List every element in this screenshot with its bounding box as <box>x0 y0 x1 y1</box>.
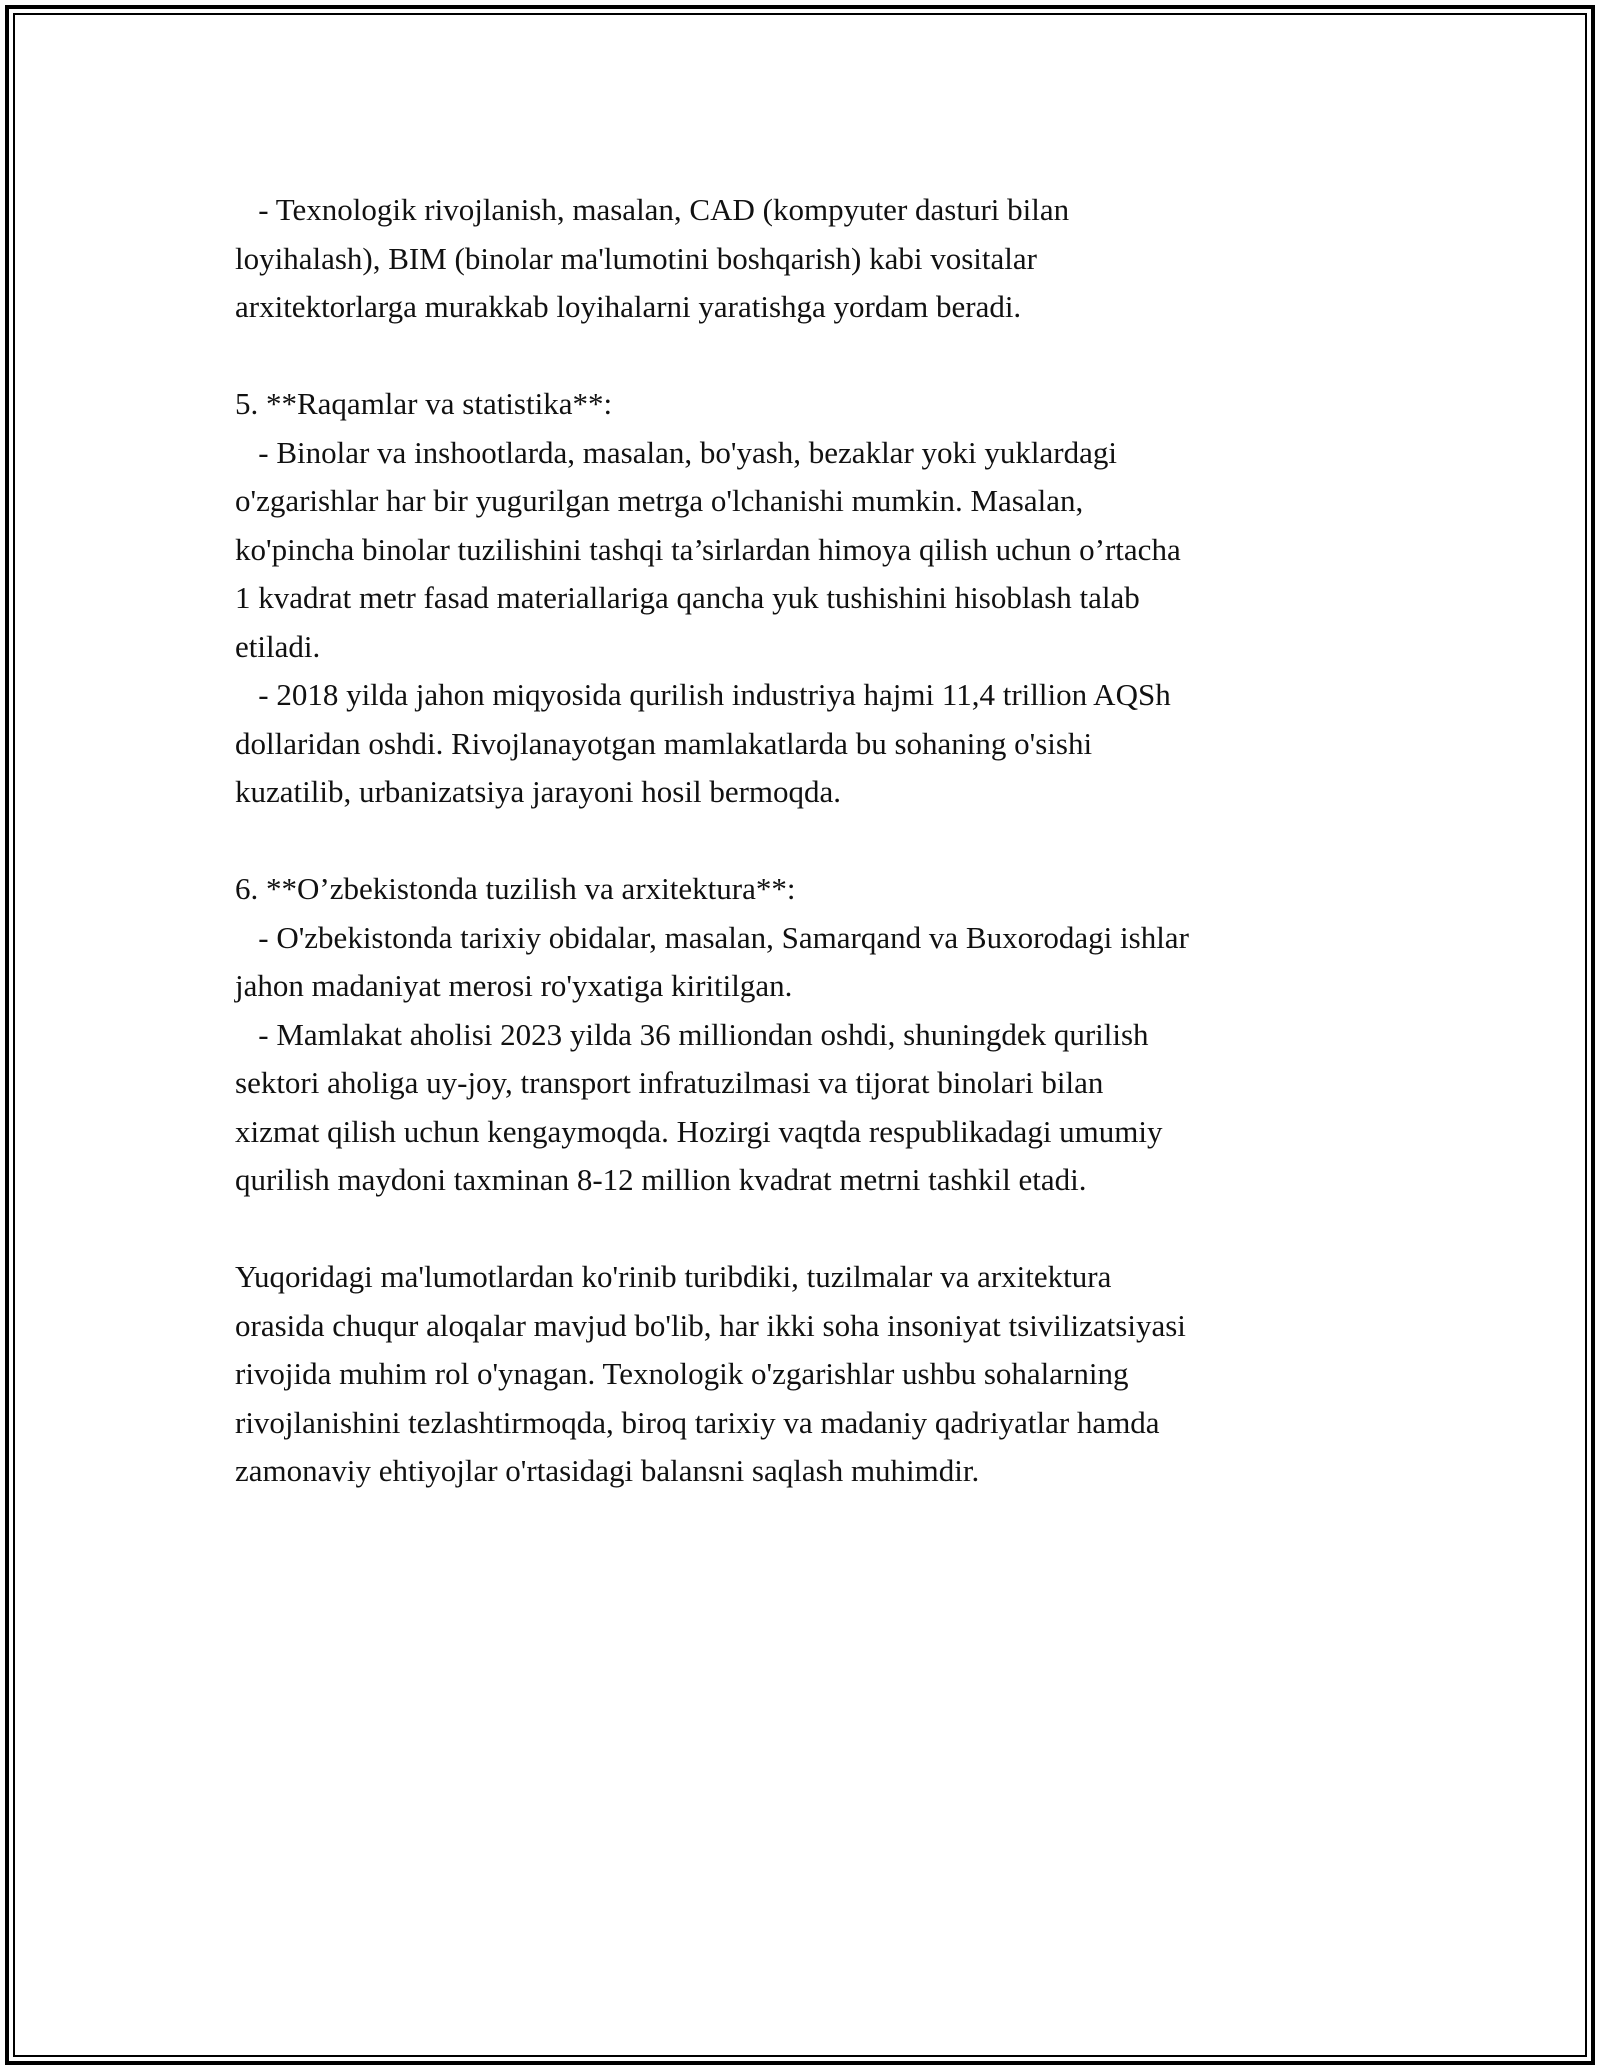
text-line: - Texnologik rivojlanish, masalan, CAD (kompyuter dasturi bilan <box>235 192 1070 227</box>
text-line: - Mamlakat aholisi 2023 yilda 36 milliondan oshdi, shuningdek qurilish <box>235 1016 1149 1052</box>
document-body <box>235 186 1395 1496</box>
text-line: o'zgarishlar har bir yugurilgan metrga o'lchanishi mumkin. Masalan, <box>235 483 1084 518</box>
text-line: - Binolar va inshootlarda, masalan, bo'yash, bezaklar yoki yuklardagi <box>235 434 1117 470</box>
section-heading: 5. **Raqamlar va statistika**: <box>235 386 613 421</box>
paragraph-technology <box>235 186 1395 332</box>
text-line: kuzatilib, urbanizatsiya jarayoni hosil bermoqda. <box>235 774 842 809</box>
text-line: - 2018 yilda jahon miqyosida qurilish industriya hajmi 11,4 trillion AQSh <box>235 677 1171 712</box>
text-line: dollaridan oshdi. Rivojlanayotgan mamlakatlarda bu sohaning o'sishi <box>235 725 1093 761</box>
text-line: rivojida muhim rol o'ynagan. Texnologik o'zgarishlar ushbu sohalarning <box>235 1356 1129 1391</box>
text-line: rivojlanishini tezlashtirmoqda, biroq tarixiy va madaniy qadriyatlar hamda <box>235 1404 1160 1440</box>
text-line: arxitektorlarga murakkab loyihalarni yaratishga yordam beradi. <box>235 289 1022 324</box>
section-statistics <box>235 380 1395 817</box>
text-line: loyihalash), BIM (binolar ma'lumotini boshqarish) kabi vositalar <box>235 240 1037 276</box>
text-line: - O'zbekistonda tarixiy obidalar, masalan, Samarqand va Buxorodagi ishlar <box>235 919 1189 955</box>
paragraph-gap <box>235 1205 1395 1254</box>
text-line: 1 kvadrat metr fasad materiallariga qancha yuk tushishini hisoblash talab <box>235 580 1140 615</box>
section-uzbekistan <box>235 865 1395 1205</box>
text-line: xizmat qilish uchun kengaymoqda. Hozirgi vaqtda respublikadagi umumiy <box>235 1113 1163 1149</box>
text-line: jahon madaniyat merosi ro'yxatiga kiritilgan. <box>235 968 793 1003</box>
paragraph-gap <box>235 817 1395 866</box>
text-line: ko'pincha binolar tuzilishini tashqi ta’sirlardan himoya qilish uchun o’rtacha <box>235 531 1181 567</box>
text-line: sektori aholiga uy-joy, transport infratuzilmasi va tijorat binolari bilan <box>235 1065 1104 1100</box>
text-line: etiladi. <box>235 628 321 664</box>
paragraph-gap <box>235 332 1395 381</box>
paragraph-conclusion <box>235 1253 1395 1496</box>
text-line: Yuqoridagi ma'lumotlardan ko'rinib turibdiki, tuzilmalar va arxitektura <box>235 1259 1112 1294</box>
text-line: orasida chuqur aloqalar mavjud bo'lib, har ikki soha insoniyat tsivilizatsiyasi <box>235 1307 1186 1343</box>
text-line: qurilish maydoni taxminan 8-12 million kvadrat metrni tashkil etadi. <box>235 1162 1087 1197</box>
section-heading: 6. **O’zbekistonda tuzilish va arxitektura**: <box>235 871 796 906</box>
text-line: zamonaviy ehtiyojlar o'rtasidagi balansni saqlash muhimdir. <box>235 1453 980 1488</box>
